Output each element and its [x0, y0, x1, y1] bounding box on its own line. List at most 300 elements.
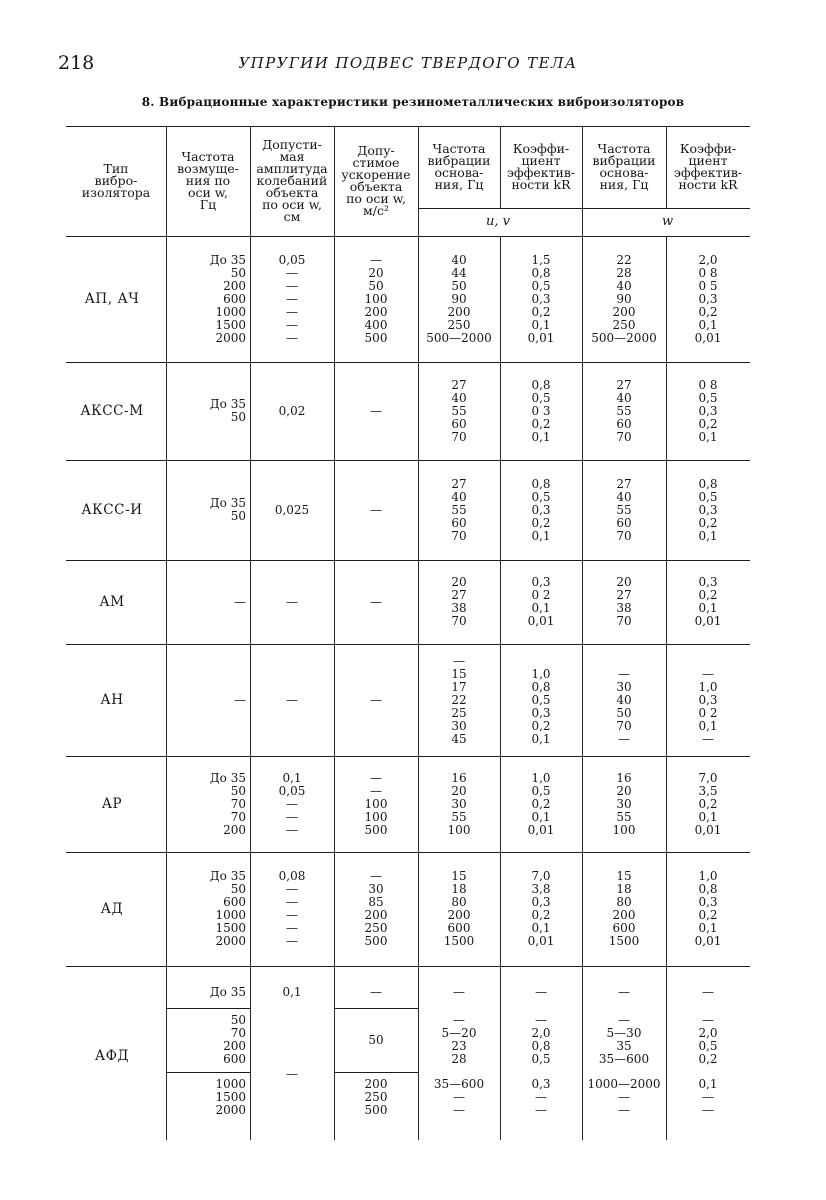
table-cell-value: —: [535, 985, 547, 999]
header-line: оси w,: [187, 185, 228, 200]
table-cell-value: —: [618, 1090, 630, 1104]
table-cell-value: 2,0: [698, 1026, 718, 1040]
table-cell-value: 80: [616, 895, 632, 909]
acceleration-values: [338, 405, 414, 418]
header-type: [66, 126, 166, 236]
col-sep-5b: [500, 236, 501, 1140]
table-cell-value: 500—2000: [591, 330, 657, 345]
base-frequency-w-values: [586, 655, 662, 746]
table-cell-value: До 35: [209, 496, 246, 510]
table-cell-value: 35—600: [598, 1052, 650, 1066]
table-cell-value: 200: [447, 304, 471, 319]
table-cell-value: 0,8: [531, 1039, 551, 1053]
table-cell-value: 0,3: [531, 895, 551, 909]
table-cell-value: 0,05: [278, 252, 306, 267]
table-cell-value: —: [702, 985, 714, 999]
table-cell-value: 50: [230, 783, 246, 798]
table-cell-value: —: [453, 1013, 465, 1027]
isolator-type: АКСС-М: [80, 403, 144, 419]
table-cell-value: 38: [616, 601, 632, 615]
table-cell-value: 0,5: [531, 783, 551, 798]
base-frequency-uv-values: [422, 870, 496, 948]
table-cell-value: 30: [616, 679, 632, 694]
table-cell-value: 600: [223, 895, 246, 909]
table-cell-value: 200: [223, 1039, 246, 1053]
table-cell-value: 500: [364, 822, 388, 837]
table-cell-value: —: [286, 809, 298, 824]
table-cell-value: 1500: [215, 317, 246, 332]
table-cell-value: 0,3: [531, 502, 551, 517]
table-cell-value: [504, 655, 578, 668]
base-frequency-w-values: [586, 772, 662, 837]
header-line: Коэффи-: [512, 141, 570, 156]
afd-coefficient-w-2: [670, 1014, 746, 1066]
table-cell-value: —: [234, 692, 246, 707]
table-cell-value: 60: [616, 515, 632, 530]
table-cell-value: 250: [447, 317, 471, 332]
table-cell-value: 100: [612, 822, 636, 837]
table-cell-value: —: [535, 1013, 547, 1027]
table-cell-value: 0,025: [274, 502, 310, 517]
table-cell-value: 0,3: [531, 575, 551, 589]
base-frequency-w-values: [586, 478, 662, 543]
header-line: эффектив-: [673, 165, 743, 180]
table-cell-value: 1000—2000: [587, 1077, 661, 1091]
table-cell-value: 50: [230, 1013, 246, 1027]
table-cell-value: 0,1: [698, 921, 718, 935]
table-cell-value: 0,01: [694, 614, 722, 628]
table-cell-value: 55: [616, 403, 632, 418]
vibration-table: [66, 126, 750, 1140]
table-cell-value: 0,3: [698, 692, 718, 707]
table-cell-value: 5—30: [606, 1026, 642, 1040]
base-frequency-uv-values: [422, 379, 496, 444]
col-sep-4: [418, 126, 419, 1140]
table-cell-value: 1,0: [698, 869, 718, 883]
table-cell-value: 0,1: [531, 731, 551, 746]
table-cell-value: 1,0: [698, 679, 718, 694]
table-cell-value: —: [286, 317, 298, 332]
afd-base-frequency-w-2: [586, 1014, 662, 1066]
header-line: объекта: [349, 179, 403, 194]
table-cell-value: 55: [616, 502, 632, 517]
isolator-type: АН: [100, 692, 124, 708]
page-header: [58, 52, 758, 76]
table-cell-value: 17: [451, 679, 467, 694]
table-cell-value: 16: [451, 770, 467, 785]
table-cell-value: 0,3: [698, 895, 718, 909]
table-cell-value: 7,0: [531, 869, 551, 883]
table-cell-value: 27: [616, 377, 632, 392]
table-cell-value: 1,0: [531, 666, 551, 681]
header-amplitude: [250, 126, 334, 236]
table-cell-value: 0,2: [698, 304, 718, 319]
table-cell-value: 200: [364, 908, 388, 922]
afd-acceleration-group-1: [338, 986, 414, 999]
excitation-frequency-values: [170, 254, 246, 345]
table-cell-value: 200: [612, 304, 636, 319]
table-cell-value: —: [453, 985, 465, 999]
table-cell-value: 0,3: [698, 502, 718, 517]
header-line: циент: [688, 153, 728, 168]
col-sep-3: [334, 126, 335, 1140]
table-cell-value: 0,3: [531, 1077, 551, 1091]
rule-afd-2: [166, 1072, 250, 1073]
header-line: ускорение: [341, 167, 411, 182]
header-line: возмуще-: [177, 161, 239, 176]
table-cell-value: 0,1: [531, 317, 551, 332]
table-cell-value: 0,2: [531, 416, 551, 431]
table-cell-value: —: [286, 278, 298, 293]
table-cell-value: 40: [616, 489, 632, 504]
afd-base-frequency-w-1: [586, 986, 662, 999]
table-cell-value: 0,01: [527, 330, 555, 345]
table-cell-value: До 35: [209, 985, 246, 999]
header-line: Допусти-: [262, 137, 322, 152]
header-line: см: [283, 209, 301, 224]
isolator-type: АП, АЧ: [84, 291, 140, 307]
table-cell-value: 60: [616, 416, 632, 431]
table-cell-value: 0,2: [531, 304, 551, 319]
table-cell-value: 70: [230, 796, 246, 811]
table-cell-value: 600: [447, 921, 471, 935]
table-cell-value: 30: [368, 882, 384, 896]
table-cell-value: 0,5: [531, 278, 551, 293]
afd-coefficient-uv-1: [504, 986, 578, 999]
table-cell-value: —: [535, 1090, 547, 1104]
isolator-type: АКСС-И: [81, 502, 143, 518]
table-cell-value: 400: [364, 317, 388, 332]
table-cell-value: 0,1: [698, 528, 718, 543]
header-base-frequency-w: [582, 126, 666, 208]
table-cell-value: —: [370, 783, 382, 798]
table-cell-value: 60: [451, 515, 467, 530]
table-cell-value: 70: [616, 429, 632, 444]
table-caption: 8. Вибрационные характеристики резинометаллических виброизоляторов: [141, 95, 685, 109]
table-cell-value: [586, 655, 662, 668]
rule-row-5: [66, 756, 750, 757]
table-cell-value: —: [370, 502, 382, 517]
table-cell-value: 0,1: [531, 601, 551, 615]
table-cell-value: 600: [612, 921, 636, 935]
amplitude-values: [254, 254, 330, 345]
table-cell-value: 0,5: [698, 1039, 718, 1053]
table-cell-value: —: [286, 822, 298, 837]
table-cell-value: 0,8: [531, 265, 551, 280]
running-title: УПРУГИИ ПОДВЕС ТВЕРДОГО ТЕЛА: [238, 54, 578, 72]
table-cell-value: 0,3: [698, 403, 718, 418]
table-cell-value: 0,2: [531, 718, 551, 733]
table-cell-value: 1,0: [531, 770, 551, 785]
table-cell-value: 500: [364, 934, 388, 948]
coefficient-uv-values: [504, 576, 578, 628]
rule-row-3: [66, 560, 750, 561]
isolator-type: АР: [101, 796, 123, 812]
amplitude-values: [254, 694, 330, 707]
table-cell-value: 40: [451, 252, 467, 267]
rule-afd-2b: [334, 1072, 418, 1073]
table-cell-value: 20: [451, 575, 467, 589]
table-cell-value: —: [286, 796, 298, 811]
table-cell-value: —: [370, 692, 382, 707]
table-cell-value: 0,2: [698, 588, 718, 602]
table-cell-value: —: [618, 1013, 630, 1027]
header-base-frequency-uv: [418, 126, 500, 208]
table-cell-value: —: [618, 731, 630, 746]
table-cell-value: 100: [364, 796, 388, 811]
table-cell-value: 38: [451, 601, 467, 615]
table-cell-value: 1000: [215, 908, 246, 922]
table-cell-value: 200: [364, 304, 388, 319]
table-cell-value: 0,5: [531, 1052, 551, 1066]
table-cell-value: 1500: [608, 934, 640, 948]
table-cell-value: 0 2: [531, 588, 551, 602]
table-cell-value: 0,01: [527, 822, 555, 837]
header-coefficient-w: [666, 126, 750, 208]
base-frequency-uv-values: [422, 772, 496, 837]
table-cell-value: 2,0: [698, 252, 718, 267]
table-cell-value: 70: [616, 528, 632, 543]
table-cell-value: 20: [616, 575, 632, 589]
afd-base-frequency-uv-1: [422, 986, 496, 999]
page-number: 218: [58, 52, 95, 74]
isolator-type: АМ: [99, 594, 125, 610]
table-cell-value: 0,8: [698, 476, 718, 491]
table-cell-value: 18: [616, 882, 632, 896]
afd-coefficient-uv-3: [504, 1078, 578, 1117]
base-frequency-uv-values: [422, 576, 496, 628]
table-cell-value: 27: [451, 377, 467, 392]
header-line: ния, Гц: [434, 177, 484, 192]
table-cell-value: 0,2: [531, 515, 551, 530]
excitation-frequency-values: [170, 772, 246, 837]
afd-frequency-group-3: [170, 1078, 246, 1117]
table-cell-value: —: [370, 252, 382, 267]
table-cell-value: —: [286, 265, 298, 280]
table-cell-value: 0,1: [698, 809, 718, 824]
table-cell-value: 1,5: [531, 252, 551, 267]
table-cell-value: —: [234, 594, 246, 609]
table-cell-value: До 35: [209, 770, 246, 785]
table-cell-value: 1000: [215, 1077, 246, 1091]
table-cell-value: 250: [364, 1090, 388, 1104]
table-cell-value: 0,2: [698, 515, 718, 530]
table-cell-value: 27: [451, 476, 467, 491]
header-line: мая: [279, 149, 305, 164]
table-cell-value: —: [618, 666, 630, 681]
table-cell-value: 200: [223, 822, 246, 837]
table-cell-value: 70: [451, 429, 467, 444]
table-cell-value: 5—20: [441, 1026, 477, 1040]
table-cell-value: 0 2: [698, 705, 718, 720]
table-cell-value: 30: [616, 796, 632, 811]
table-cell-value: 70: [230, 1026, 246, 1040]
table-cell-value: —: [453, 653, 465, 668]
table-cell-value: —: [453, 1103, 465, 1117]
table-cell-value: 0,1: [282, 985, 302, 999]
amplitude-values: [254, 596, 330, 609]
table-cell-value: 44: [451, 265, 467, 280]
table-cell-value: 50: [368, 1033, 384, 1047]
coefficient-w-values: [670, 870, 746, 948]
table-cell-value: 0,5: [531, 692, 551, 707]
excitation-frequency-values: [170, 694, 246, 707]
table-cell-value: 3,8: [531, 882, 551, 896]
coefficient-uv-values: [504, 254, 578, 345]
table-cell-value: 0,3: [698, 575, 718, 589]
table-cell-value: 0 3: [531, 403, 551, 418]
table-cell-value: 70: [616, 718, 632, 733]
isolator-type: АФД: [94, 1048, 130, 1064]
header-acceleration: [334, 126, 418, 236]
amplitude-values: [254, 504, 330, 517]
excitation-frequency-values: [170, 398, 246, 424]
header-line: ности kR: [678, 177, 738, 192]
coefficient-w-values: [670, 772, 746, 837]
table-cell-value: 40: [451, 489, 467, 504]
table-cell-value: 0,1: [531, 528, 551, 543]
table-cell-value: До 35: [209, 869, 246, 883]
table-cell-value: 0,01: [694, 330, 722, 345]
afd-base-frequency-uv-3: [422, 1078, 496, 1117]
isolator-type: АД: [100, 901, 124, 917]
table-cell-value: [670, 655, 746, 668]
rule-row-4: [66, 644, 750, 645]
rule-axis: [418, 208, 750, 209]
base-frequency-w-values: [586, 870, 662, 948]
table-cell-value: —: [535, 1103, 547, 1117]
table-cell-value: 28: [616, 265, 632, 280]
table-cell-value: —: [702, 1103, 714, 1117]
table-cell-value: —: [286, 882, 298, 896]
header-line: вибро-: [94, 173, 138, 188]
table-cell-value: —: [702, 1013, 714, 1027]
table-cell-value: 1500: [215, 921, 246, 935]
amplitude-values: [254, 870, 330, 948]
table-cell-value: 20: [451, 783, 467, 798]
table-cell-value: 70: [230, 809, 246, 824]
col-sep-7b: [666, 236, 667, 1140]
rule-row-1: [66, 362, 750, 363]
amplitude-values: [254, 772, 330, 837]
base-frequency-w-values: [586, 576, 662, 628]
table-cell-value: 250: [364, 921, 388, 935]
table-cell-value: 100: [364, 809, 388, 824]
table-cell-value: —: [286, 692, 298, 707]
header-line: циент: [521, 153, 561, 168]
table-cell-value: 20: [368, 265, 384, 280]
table-cell-value: 0,1: [698, 317, 718, 332]
base-frequency-uv-values: [422, 478, 496, 543]
table-cell-value: —: [618, 985, 630, 999]
afd-coefficient-uv-2: [504, 1014, 578, 1066]
coefficient-w-values: [670, 379, 746, 444]
table-cell-value: 0,05: [278, 783, 306, 798]
coefficient-uv-values: [504, 379, 578, 444]
table-cell-value: —: [286, 291, 298, 306]
header-line: Частота: [181, 149, 235, 164]
header-line: стимое: [352, 155, 400, 170]
table-cell-value: 70: [451, 528, 467, 543]
afd-amplitude-group-1: [254, 986, 330, 999]
afd-base-frequency-w-3: [586, 1078, 662, 1117]
header-line: Частота: [432, 141, 486, 156]
table-cell-value: 70: [616, 614, 632, 628]
base-frequency-w-values: [586, 379, 662, 444]
table-cell-value: 0,8: [531, 476, 551, 491]
header-line: по оси w,: [346, 191, 406, 206]
header-line: Гц: [199, 197, 217, 212]
table-cell-value: —: [286, 921, 298, 935]
table-cell-value: 35—600: [433, 1077, 485, 1091]
header-line: ности kR: [511, 177, 571, 192]
table-cell-value: 2000: [215, 330, 246, 345]
coefficient-w-values: [670, 478, 746, 543]
table-cell-value: 0,8: [698, 882, 718, 896]
header-line: Допу-: [357, 143, 395, 158]
table-cell-value: 50: [230, 265, 246, 280]
col-sep-6: [582, 126, 583, 1140]
table-cell-value: 0,01: [527, 934, 555, 948]
table-cell-value: 0 5: [698, 278, 718, 293]
header-line: Коэффи-: [679, 141, 737, 156]
acceleration-values: [338, 694, 414, 707]
table-cell-value: 85: [368, 895, 384, 909]
coefficient-uv-values: [504, 870, 578, 948]
coefficient-uv-values: [504, 478, 578, 543]
table-cell-value: 500—2000: [426, 330, 492, 345]
header-line: вибрации: [427, 153, 491, 168]
table-cell-value: 60: [451, 416, 467, 431]
table-cell-value: 2,0: [531, 1026, 551, 1040]
table-cell-value: 15: [451, 666, 467, 681]
coefficient-uv-values: [504, 772, 578, 837]
table-cell-value: 15: [451, 869, 467, 883]
header-line: вибрации: [592, 153, 656, 168]
table-cell-value: 50: [451, 278, 467, 293]
table-cell-value: 22: [616, 252, 632, 267]
rule-afd-1b: [334, 1008, 418, 1009]
table-cell-value: 0,2: [531, 796, 551, 811]
afd-coefficient-w-3: [670, 1078, 746, 1117]
base-frequency-w-values: [586, 254, 662, 345]
table-cell-value: 0,5: [698, 489, 718, 504]
table-cell-value: 50: [230, 410, 246, 424]
table-cell-value: 40: [616, 390, 632, 405]
table-cell-value: 28: [451, 1052, 467, 1066]
afd-frequency-group-2: [170, 1014, 246, 1066]
table-cell-value: 50: [230, 509, 246, 523]
table-cell-value: 80: [451, 895, 467, 909]
table-cell-value: —: [702, 666, 714, 681]
axis-label-w: w: [662, 214, 674, 229]
col-sep-2: [250, 126, 251, 1140]
table-cell-value: 2000: [215, 1103, 246, 1117]
rule-row-6: [66, 852, 750, 853]
header-line: Частота: [597, 141, 651, 156]
header-line: колебаний: [256, 173, 328, 188]
table-cell-value: 90: [451, 291, 467, 306]
afd-frequency-group-1: [170, 986, 246, 999]
afd-acceleration-group-2: [338, 1034, 414, 1047]
header-line: объекта: [265, 185, 319, 200]
header-line: изолятора: [81, 185, 151, 200]
table-cell-value: —: [453, 1090, 465, 1104]
table-cell-value: 90: [616, 291, 632, 306]
table-cell-value: 27: [616, 476, 632, 491]
table-cell-value: 0,8: [531, 679, 551, 694]
table-cell-value: 40: [616, 692, 632, 707]
